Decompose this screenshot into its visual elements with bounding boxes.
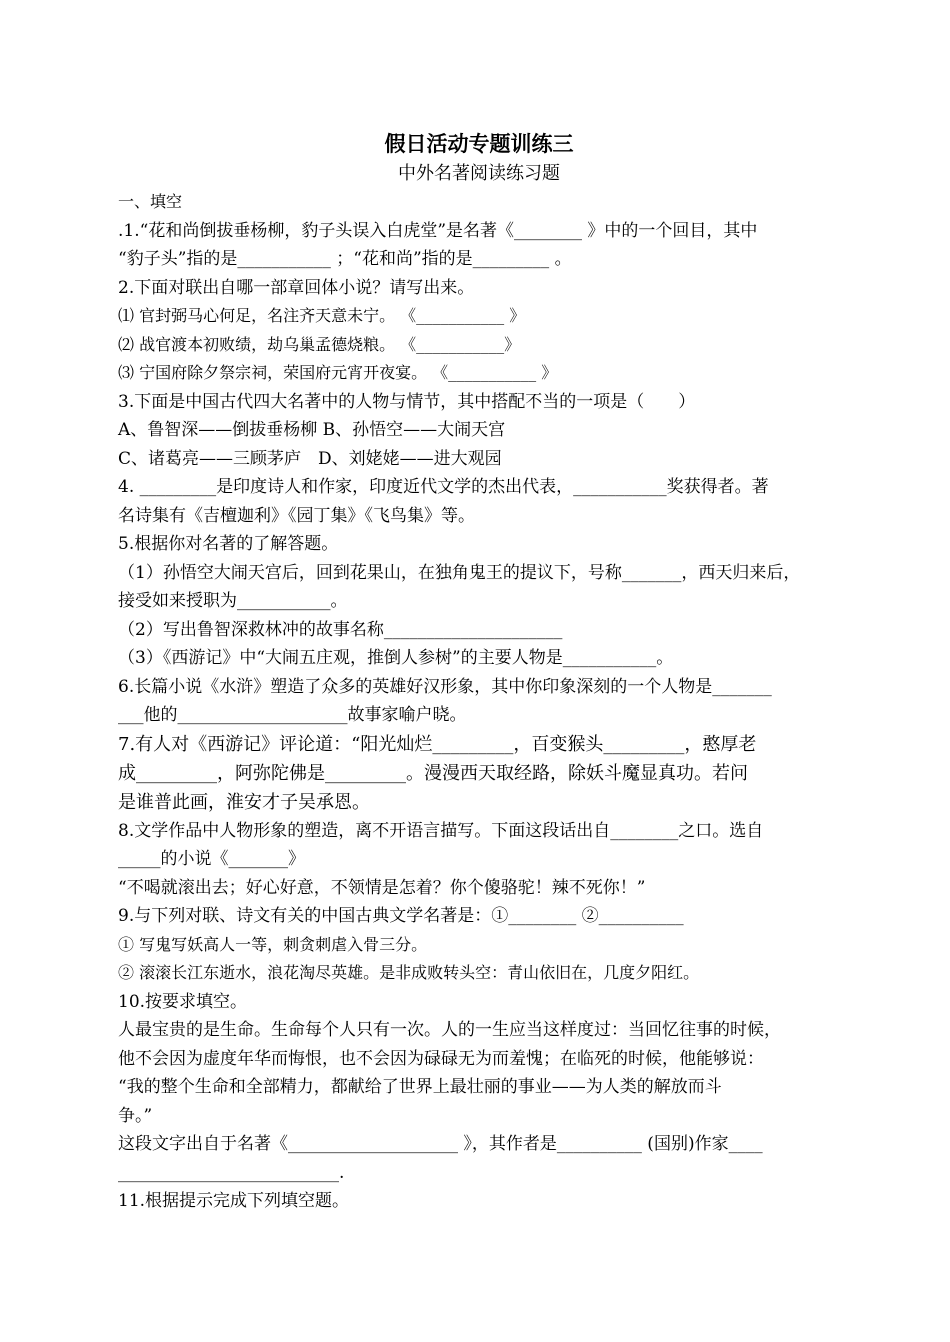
question-2-item-2: ⑵ 战官渡本初败绩，劫乌巢孟德烧粮。 《___________》 bbox=[118, 334, 521, 354]
question-8-quote: “不喝就滚出去；好心好意，不领情是怎着？你个傻骆驼！辣不死你！” bbox=[118, 877, 646, 898]
question-4-line-2: 名诗集有《吉檀迦利》《园丁集》《飞鸟集》等。 bbox=[118, 505, 475, 526]
question-3-prompt: 3.下面是中国古代四大名著中的人物与情节，其中搭配不当的一项是（ ） bbox=[118, 391, 696, 412]
question-10-answer-line-1: 这段文字出自于名著《____________________ 》，其作者是__________ (国别)作家____ bbox=[118, 1134, 763, 1154]
question-9-prompt: 9.与下列对联、诗文有关的中国古典文学名著是：①________ ②__________ bbox=[118, 906, 684, 926]
question-5-item-1-line-2: 接受如来授职为___________。 bbox=[118, 591, 348, 611]
question-10-answer-line-2: __________________________. bbox=[118, 1162, 345, 1183]
question-5-prompt: 5.根据你对名著的了解答题。 bbox=[118, 534, 339, 554]
question-2-item-3: ⑶ 宁国府除夕祭宗祠，荣国府元宵开夜宴。 《___________ 》 bbox=[118, 363, 558, 382]
question-3-options-cd: C、诸葛亮——三顾茅庐 D、刘姥姥——进大观园 bbox=[118, 448, 502, 469]
question-5-item-1-line-1: （1）孙悟空大闹天宫后，回到花果山，在独角鬼王的提议下，号称_______，西天归来后， bbox=[118, 562, 801, 583]
question-6-line-1: 6.长篇小说《水浒》塑造了众多的英雄好汉形象，其中你印象深刻的一个人物是_______ bbox=[118, 676, 772, 697]
question-8-line-1: 8.文学作品中人物形象的塑造，离不开语言描写。下面这段话出自________之口。选自 bbox=[118, 820, 764, 841]
question-5-item-2: （2）写出鲁智深救林冲的故事名称_____________________ bbox=[118, 619, 563, 640]
question-4-line-1: 4. _________是印度诗人和作家，印度近代文学的杰出代表，___________奖获得者。著 bbox=[118, 477, 769, 497]
question-1-line-2: “豹子头”指的是___________ ；“花和尚”指的是_________ 。 bbox=[118, 249, 572, 269]
question-10-passage-line-4: 争。” bbox=[118, 1105, 153, 1126]
question-1-line-1: .1.“花和尚倒拔垂杨柳，豹子头误入白虎堂”是名著《________ 》中的一个回目，其中 bbox=[118, 220, 758, 241]
question-11-prompt: 11.根据提示完成下列填空题。 bbox=[118, 1191, 350, 1211]
question-10-passage-line-3: “我的整个生命和全部精力，都献给了世界上最壮丽的事业——为人类的解放而斗 bbox=[118, 1077, 722, 1097]
question-6-line-2: ___他的____________________故事家喻户晓。 bbox=[118, 705, 467, 725]
question-2-item-1: ⑴ 官封弼马心何足，名注齐天意未宁。 《___________ 》 bbox=[118, 306, 526, 325]
question-2-prompt: 2.下面对联出自哪一部章回体小说？请写出来。 bbox=[118, 277, 475, 298]
question-5-item-3: （3）《西游记》中“大闹五庄观，推倒人参树”的主要人物是___________。 bbox=[118, 648, 674, 668]
question-10-prompt: 10.按要求填空。 bbox=[118, 991, 248, 1012]
question-10-passage-line-1: 人最宝贵的是生命。生命每个人只有一次。人的一生应当这样度过：当回忆往事的时候， bbox=[118, 1020, 781, 1040]
question-10-passage-line-2: 他不会因为虚度年华而悔恨，也不会因为碌碌无为而羞愧；在临死的时候，他能够说： bbox=[118, 1048, 764, 1069]
question-8-line-2: _____的小说《_______》 bbox=[118, 849, 305, 869]
question-7-line-2: 成_________，阿弥陀佛是_________。漫漫西天取经路，除妖斗魔显真功。若问 bbox=[118, 762, 748, 784]
question-7-line-1: 7.有人对《西游记》评论道：“阳光灿烂_________，百变猴头_________，憨厚老 bbox=[118, 733, 757, 755]
document-page bbox=[118, 128, 840, 1216]
question-9-item-1: ① 写鬼写妖高人一等，刺贪刺虐入骨三分。 bbox=[118, 934, 428, 954]
page-title: 假日活动专题训练三 bbox=[384, 131, 574, 156]
question-9-item-2: ② 滚滚长江东逝水，浪花淘尽英雄。是非成败转头空：青山依旧在，几度夕阳红。 bbox=[118, 963, 700, 982]
question-3-options-ab: A、鲁智深——倒拔垂杨柳 B、孙悟空——大闹天宫 bbox=[118, 420, 506, 440]
section-heading: 一、填空 bbox=[118, 192, 183, 211]
question-7-line-3: 是谁普此画，淮安才子吴承恩。 bbox=[118, 791, 370, 813]
page-subtitle: 中外名著阅读练习题 bbox=[398, 163, 560, 184]
